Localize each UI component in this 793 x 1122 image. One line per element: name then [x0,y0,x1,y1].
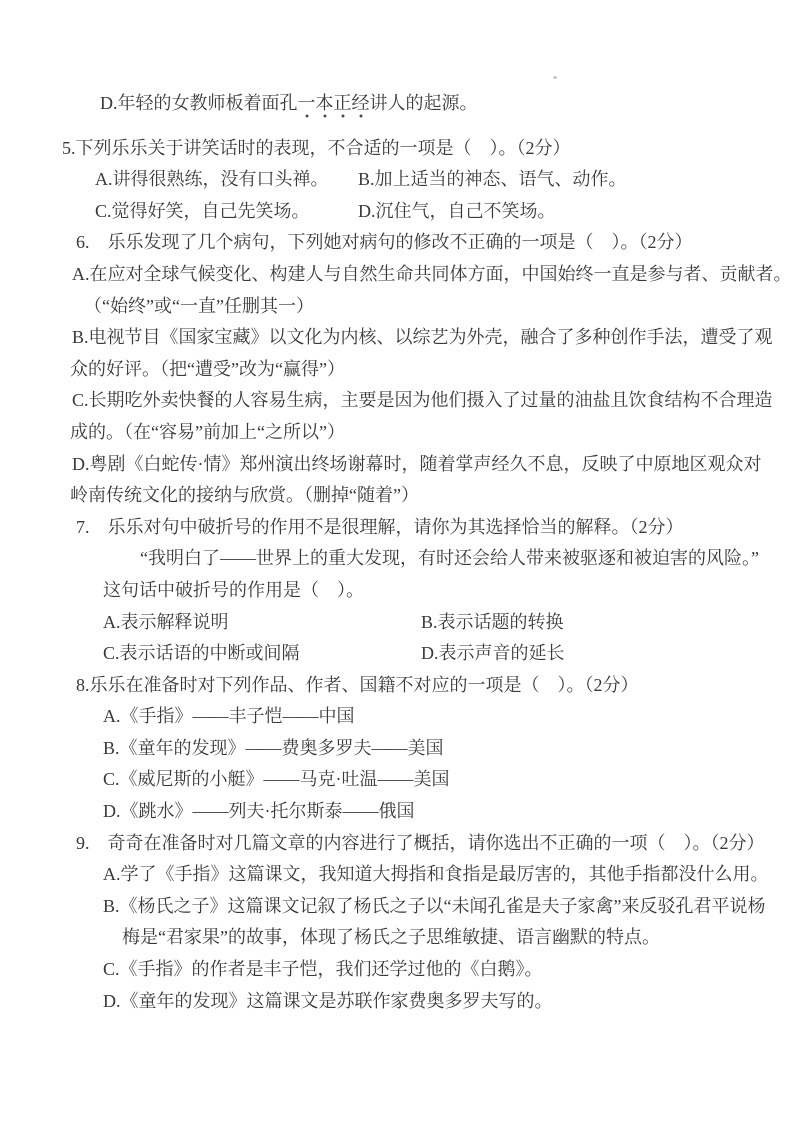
q5-option-a: A.讲得很熟练，没有口头禅。 [95,169,329,190]
q8-option-b: B.《童年的发现》——费奥多罗夫——美国 [103,737,444,758]
q8-option-c: C.《威尼斯的小艇》——马克·吐温——美国 [103,769,450,790]
q4-option-d-pre: D.年轻的女教师板着面孔 [100,93,298,113]
q7-quote: “我明白了——世界上的重大发现，有时还会给人带来被驱逐和被迫害的风险。” [140,548,759,569]
q7-option-d: D.表示声音的延长 [421,643,565,664]
scan-artifact-dot [553,76,557,79]
q5-option-b: B.加上适当的神态、语气、动作。 [358,169,627,190]
q7-option-b: B.表示话题的转换 [421,611,564,632]
q9-option-d: D.《童年的发现》这篇课文是苏联作家费奥多罗夫写的。 [103,990,553,1011]
q7-options-row-1 [0,607,793,639]
q7-follow-up: 这句话中破折号的作用是（ ）。 [103,579,364,600]
q9-option-b-line2: 梅是“君家果”的故事，体现了杨氏之子思维敏捷、语言幽默的特点。 [122,927,660,948]
q5-option-c: C.觉得好笑，自己先笑场。 [95,200,310,221]
q5-option-d: D.沉住气，自己不笑场。 [358,200,556,221]
q9-option-a: A.学了《手指》这篇课文，我知道大拇指和食指是最厉害的，其他手指都没什么用。 [103,864,769,885]
q6-option-b-line1: B.电视节目《国家宝藏》以文化为内核、以综艺为外壳，融合了多种创作手法，遭受了观 [72,327,773,348]
q4-option-d-post: 讲人的起源。 [369,93,478,113]
q7-stem: 7. 乐乐对句中破折号的作用不是很理解，请你为其选择恰当的解释。（2分） [76,516,684,537]
q9-stem: 9. 奇奇在准备时对几篇文章的内容进行了概括，请你选出不正确的一项（ ）。（2分） [76,832,765,853]
q6-option-b-line2: 众的好评。（把“遭受”改为“赢得”） [70,358,345,379]
q7-option-a: A.表示解释说明 [103,611,229,632]
q4-option-d [0,88,793,120]
q7-option-c: C.表示话语的中断或间隔 [103,643,300,664]
q6-option-d-line1: D.粤剧《白蛇传·情》郑州演出终场谢幕时，随着掌声经久不息，反映了中原地区观众对 [72,453,762,474]
q6-option-c-line2: 成的。（在“容易”前加上“之所以”） [70,421,345,442]
q6-option-c-line1: C.长期吃外卖快餐的人容易生病，主要是因为他们摄入了过量的油盐且饮食结构不合理造 [72,390,773,411]
q8-option-a: A.《手指》——丰子恺——中国 [103,706,355,727]
q6-option-a-line1: A.在应对全球气候变化、构建人与自然生命共同体方面，中国始终一直是参与者、贡献者。 [72,263,792,284]
q6-option-d-line2: 岭南传统文化的接纳与欣赏。（删掉“随着”） [70,485,419,506]
q6-stem: 6. 乐乐发现了几个病句，下列她对病句的修改不正确的一项是（ ）。（2分） [76,232,693,253]
q6-option-a-line2: （“始终”或“一直”任删其一） [84,295,314,316]
q8-option-d: D.《跳水》——列夫·托尔斯泰——俄国 [103,801,415,822]
q9-option-b-line1: B.《杨氏之子》这篇课文记叙了杨氏之子以“未闻孔雀是夫子家禽”来反驳孔君平说杨 [103,895,766,916]
q7-options-row-2 [0,638,793,670]
q5-options-row-1 [0,164,793,196]
q5-options-row-2 [0,196,793,228]
q5-stem: 5.下列乐乐关于讲笑话时的表现，不合适的一项是（ ）。（2分） [62,137,571,158]
q9-option-c: C.《手指》的作者是丰子恺，我们还学过他的《白鹅》。 [103,959,543,980]
q4-option-d-emphasized: 一本正经 [298,93,370,118]
q8-stem: 8.乐乐在准备时对下列作品、作者、国籍不对应的一项是（ ）。（2分） [76,674,639,695]
